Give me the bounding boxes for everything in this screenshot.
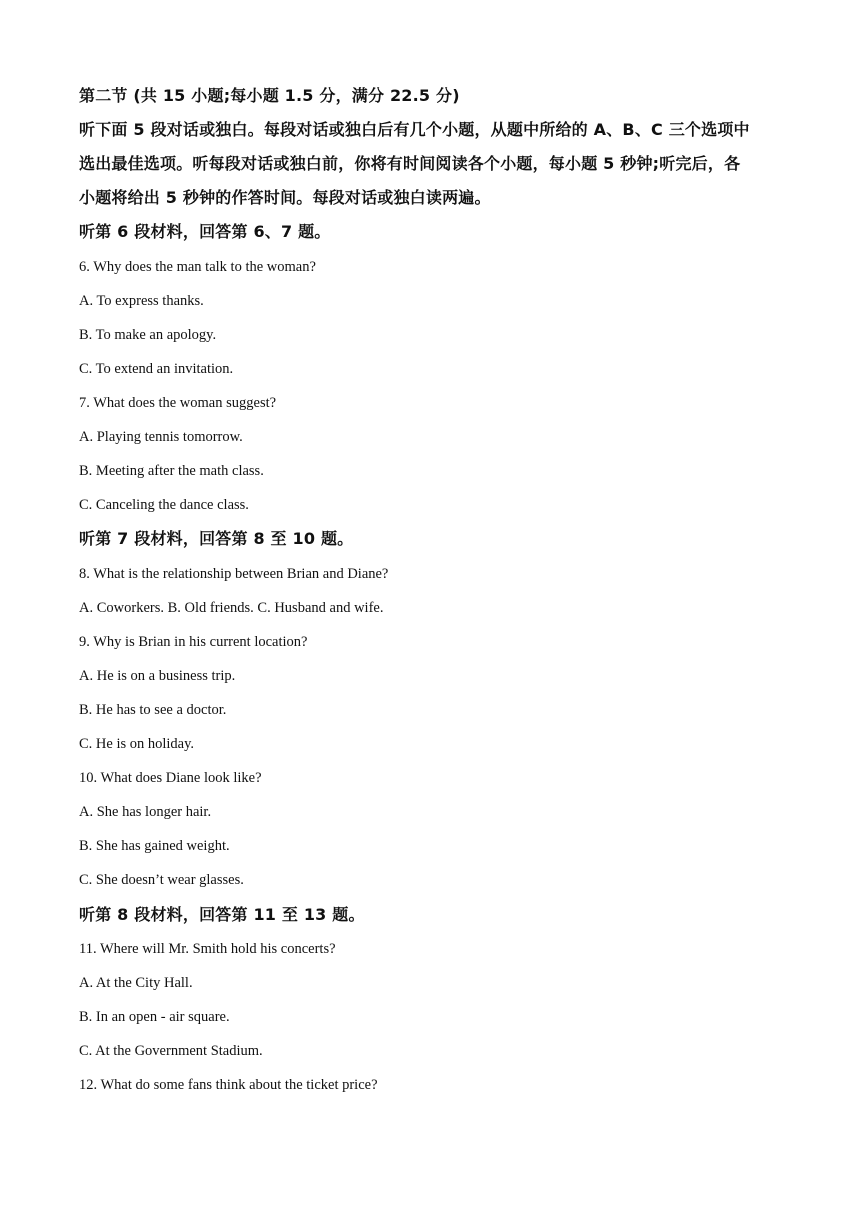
option-10c: C. She doesn’t wear glasses. <box>79 872 244 888</box>
instruction-line-2: 选出最佳选项。听每段对话或独白前，你将有时间阅读各个小题，每小题 5 秒钟;听完后，各 <box>79 154 741 173</box>
question-11: 11. Where will Mr. Smith hold his concerts? <box>79 941 336 957</box>
option-11a: A. At the City Hall. <box>79 975 193 991</box>
question-10: 10. What does Diane look like? <box>79 770 262 786</box>
question-7: 7. What does the woman suggest? <box>79 395 277 411</box>
option-7c: C. Canceling the dance class. <box>79 497 249 513</box>
question-8: 8. What is the relationship between Brian and Diane? <box>79 566 389 582</box>
option-11c: C. At the Government Stadium. <box>79 1043 263 1059</box>
option-11b: B. In an open - air square. <box>79 1009 230 1025</box>
option-9a: A. He is on a business trip. <box>79 668 236 684</box>
group-header-8: 听第 8 段材料，回答第 11 至 13 题。 <box>79 905 365 924</box>
question-12: 12. What do some fans think about the ticket price? <box>79 1077 378 1093</box>
group-header-6: 听第 6 段材料，回答第 6、7 题。 <box>79 222 331 241</box>
option-10a: A. She has longer hair. <box>79 804 212 820</box>
option-9c: C. He is on holiday. <box>79 736 195 752</box>
option-10b: B. She has gained weight. <box>79 838 230 854</box>
option-7a: A. Playing tennis tomorrow. <box>79 429 243 445</box>
option-9b: B. He has to see a doctor. <box>79 702 227 718</box>
question-9: 9. Why is Brian in his current location? <box>79 634 308 650</box>
question-6: 6. Why does the man talk to the woman? <box>79 259 316 275</box>
option-6a: A. To express thanks. <box>79 293 204 309</box>
options-8: A. Coworkers. B. Old friends. C. Husband and wife. <box>79 600 384 616</box>
option-6c: C. To extend an invitation. <box>79 361 234 377</box>
instruction-line-1: 听下面 5 段对话或独白。每段对话或独白后有几个小题，从题中所给的 A、B、C 三个选项中 <box>79 120 750 139</box>
instruction-line-3: 小题将给出 5 秒钟的作答时间。每段对话或独白读两遍。 <box>79 188 491 207</box>
group-header-7: 听第 7 段材料，回答第 8 至 10 题。 <box>79 529 354 548</box>
option-7b: B. Meeting after the math class. <box>79 463 264 479</box>
section-title: 第二节 (共 15 小题;每小题 1.5 分，满分 22.5 分) <box>79 86 460 105</box>
option-6b: B. To make an apology. <box>79 327 217 343</box>
